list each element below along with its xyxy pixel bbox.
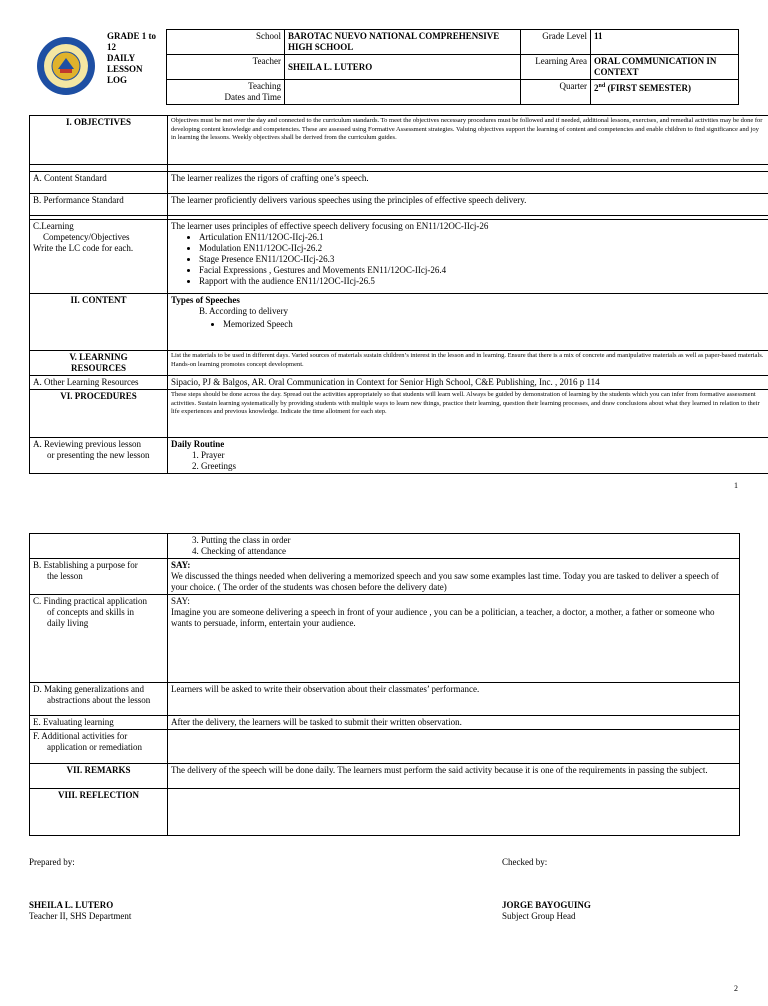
quarter-suffix: nd bbox=[598, 83, 606, 89]
learning-resources-text: List the materials to be used in different days. Varied sources of materials sustain children’s interest in the lesson and in learning. Ensure that there is a mix of concrete and manipulative materials as well as paper-based materials. Hands-on learning promotes concept development. bbox=[168, 351, 768, 376]
teaching-dates-value bbox=[285, 80, 521, 105]
procedures-text: These steps should be done across the day. Spread out the activities appropriately so that students will learn well. Always be guided by demonstration of learning by the students which you can infer from formative assessment activities. Sustain learning systematically by providing students with multiple ways to learn new things, practice their learning, question their learning processes, and draw conclusions about what they learned in relation to their life experiences and previous knowledge. Indicate the time allotment for each step. bbox=[168, 390, 768, 438]
log-title-line: LOG bbox=[107, 75, 128, 85]
review-title: Daily Routine bbox=[171, 439, 225, 449]
other-resources-label: A. Other Learning Resources bbox=[30, 376, 168, 390]
learning-resources-label bbox=[30, 351, 168, 376]
content-standard-label: A. Content Standard bbox=[30, 172, 168, 194]
remarks-text: The delivery of the speech will be done daily. The learners must perform the said activity because it is one of the requirements in passing the subject. bbox=[168, 764, 740, 789]
log-title bbox=[107, 31, 167, 86]
lc-item: • Facial Expressions , Gestures and Movements EN11/12OC-IIcj-26.4 bbox=[199, 265, 765, 276]
prepared-by-name: SHEILA L. LUTERO bbox=[29, 900, 114, 910]
additional-activities-text bbox=[168, 730, 740, 764]
practical-label bbox=[30, 595, 168, 683]
resources-label-line: RESOURCES bbox=[70, 363, 126, 373]
review-label-line: A. Reviewing previous lesson bbox=[33, 439, 141, 449]
log-title-line: LESSON bbox=[107, 64, 143, 74]
performance-standard-label: B. Performance Standard bbox=[30, 194, 168, 216]
remarks-label: VII. REMARKS bbox=[30, 764, 168, 789]
continued-item: 3. Putting the class in order bbox=[201, 535, 736, 546]
learning-competency-text bbox=[168, 220, 768, 294]
reflection-text bbox=[168, 789, 740, 836]
review-item: 1. Prayer bbox=[201, 450, 765, 461]
lesson-table-page2 bbox=[29, 533, 740, 836]
generalization-text: Learners will be asked to write their observation about their classmates’ performance. bbox=[168, 683, 740, 716]
content-label: II. CONTENT bbox=[30, 294, 168, 351]
practical-label-line: of concepts and skills in bbox=[47, 607, 134, 617]
performance-standard-text: The learner proficiently delivers various speeches using the principles of effective speech delivery. bbox=[168, 194, 768, 216]
practical-label-line: daily living bbox=[47, 618, 89, 628]
grade-level-value: 11 bbox=[591, 30, 739, 55]
resources-label-line: V. LEARNING bbox=[69, 352, 128, 362]
school-label: School bbox=[167, 30, 285, 55]
lc-item: • Modulation EN11/12OC-IIcj-26.2 bbox=[199, 243, 765, 254]
purpose-label-line: B. Establishing a purpose for bbox=[33, 560, 138, 570]
grade-level-label: Grade Level bbox=[521, 30, 591, 55]
additional-activities-label bbox=[30, 730, 168, 764]
generalization-label-line: abstractions about the lesson bbox=[47, 695, 151, 705]
lc-item: • Rapport with the audience EN11/12OC-IIcj-26.5 bbox=[199, 276, 765, 287]
quarter-label: Quarter bbox=[521, 80, 591, 105]
teacher-value: SHEILA L. LUTERO bbox=[285, 55, 521, 80]
purpose-body: We discussed the things needed when delivering a memorized speech and you saw some examples last time. Today you are tasked to deliver a speech of your choice. ( The order of the students was chosen before the delivery date) bbox=[171, 571, 719, 592]
review-text bbox=[168, 438, 768, 474]
spacer-cell bbox=[168, 165, 768, 172]
teaching-dates-label-line: Dates and Time bbox=[224, 92, 281, 102]
evaluation-label: E. Evaluating learning bbox=[30, 716, 168, 730]
lc-item: • Articulation EN11/12OC-IIcj-26.1 bbox=[199, 232, 765, 243]
teaching-dates-label bbox=[167, 80, 285, 105]
checked-by-label: Checked by: bbox=[502, 857, 548, 867]
page-number: 2 bbox=[734, 984, 738, 993]
lc-label-line: Write the LC code for each. bbox=[33, 243, 134, 253]
content-title: Types of Speeches bbox=[171, 295, 240, 305]
deped-seal-logo bbox=[36, 36, 96, 96]
learning-area-label: Learning Area bbox=[521, 55, 591, 80]
other-resources-text: Sipacio, PJ & Balgos, AR. Oral Communication in Context for Senior High School, C&E Publishing, Inc. , 2016 p 114 bbox=[168, 376, 768, 390]
evaluation-text: After the delivery, the learners will be tasked to submit their written observation. bbox=[168, 716, 740, 730]
checked-by-title: Subject Group Head bbox=[502, 911, 576, 921]
practical-say: SAY: bbox=[171, 596, 190, 606]
continued-text bbox=[168, 534, 740, 559]
page-number: 1 bbox=[734, 481, 738, 490]
continued-item: 4. Checking of attendance bbox=[201, 546, 736, 557]
checked-by-name: JORGE BAYOGUING bbox=[502, 900, 591, 910]
practical-label-line: C. Finding practical application bbox=[33, 596, 147, 606]
school-value: BAROTAC NUEVO NATIONAL COMPREHENSIVE HIGH SCHOOL bbox=[285, 30, 521, 55]
quarter-semester: (FIRST SEMESTER) bbox=[607, 83, 692, 93]
lc-label-line: Competency/Objectives bbox=[43, 232, 130, 242]
purpose-label bbox=[30, 559, 168, 595]
generalization-label-line: D. Making generalizations and bbox=[33, 684, 144, 694]
procedures-label: VI. PROCEDURES bbox=[30, 390, 168, 438]
lc-list bbox=[171, 232, 765, 287]
prepared-by-title: Teacher II, SHS Department bbox=[29, 911, 132, 921]
learning-area-value: ORAL COMMUNICATION IN CONTEXT bbox=[591, 55, 739, 80]
practical-text bbox=[168, 595, 740, 683]
content-sub: B. According to delivery bbox=[199, 306, 288, 316]
review-label bbox=[30, 438, 168, 474]
quarter-number: 2 bbox=[594, 83, 599, 93]
continued-label bbox=[30, 534, 168, 559]
spacer-cell bbox=[30, 165, 168, 172]
teaching-dates-label-line: Teaching bbox=[248, 81, 281, 91]
quarter-value bbox=[591, 80, 739, 105]
header-table bbox=[166, 29, 739, 105]
learning-competency-label bbox=[30, 220, 168, 294]
prepared-by-label: Prepared by: bbox=[29, 857, 75, 867]
additional-label-line: F. Additional activities for bbox=[33, 731, 128, 741]
review-item: 2. Greetings bbox=[201, 461, 765, 472]
log-title-line: 12 bbox=[107, 42, 116, 52]
reflection-label: VIII. REFLECTION bbox=[30, 789, 168, 836]
objectives-text: Objectives must be met over the day and connected to the curriculum standards. To meet the objectives necessary procedures must be followed and if needed, additional lessons, exercises, and remedial activities may be done for developing content knowledge and competencies. These are assessed using Formative Assessment strategies. Valuing objectives support the learning of content and competencies and enable children to find significance and joy in learning the lessons. Weekly objectives shall be derived from the curriculum guides. bbox=[168, 116, 768, 165]
additional-label-line: application or remediation bbox=[47, 742, 142, 752]
lc-label-line: C.Learning bbox=[33, 221, 74, 231]
purpose-text bbox=[168, 559, 740, 595]
lc-intro: The learner uses principles of effective speech delivery focusing on EN11/12OC-IIcj-26 bbox=[171, 221, 489, 231]
content-text bbox=[168, 294, 768, 351]
log-title-line: DAILY bbox=[107, 53, 136, 63]
lc-item: • Stage Presence EN11/12OC-IIcj-26.3 bbox=[199, 254, 765, 265]
content-item: • Memorized Speech bbox=[223, 319, 765, 330]
generalization-label bbox=[30, 683, 168, 716]
content-list bbox=[171, 319, 765, 330]
continued-list bbox=[171, 535, 736, 557]
teacher-label: Teacher bbox=[167, 55, 285, 80]
objectives-label: I. OBJECTIVES bbox=[30, 116, 168, 165]
review-label-line: or presenting the new lesson bbox=[47, 450, 150, 460]
purpose-say: SAY: bbox=[171, 560, 191, 570]
purpose-label-line: the lesson bbox=[47, 571, 83, 581]
review-list bbox=[171, 450, 765, 472]
practical-body: Imagine you are someone delivering a speech in front of your audience , you can be a politician, a teacher, a doctor, a mother, a father or someone who wants to persuade, inform, entertain your audience. bbox=[171, 607, 715, 628]
log-title-line: GRADE 1 to bbox=[107, 31, 156, 41]
content-standard-text: The learner realizes the rigors of crafting one’s speech. bbox=[168, 172, 768, 194]
lesson-table-page1 bbox=[29, 115, 768, 474]
